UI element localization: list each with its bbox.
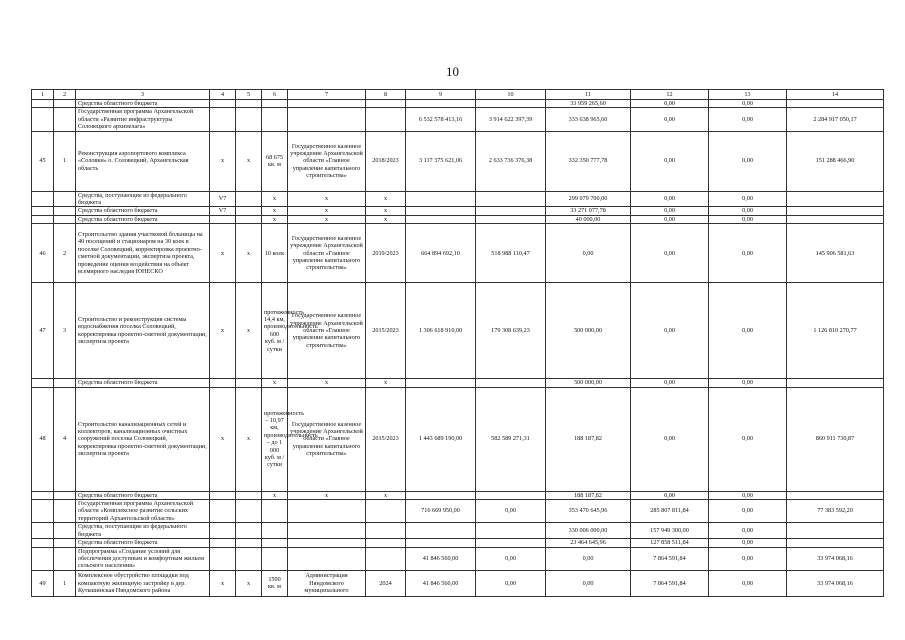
- table-cell: 2018/2023: [366, 131, 406, 191]
- table-row: [32, 491, 884, 499]
- table-cell: [366, 547, 406, 570]
- table-cell: [262, 539, 288, 547]
- table-cell: V7: [210, 207, 236, 215]
- table-cell: 145 906 581,63: [787, 224, 884, 283]
- table-cell: [406, 491, 476, 499]
- table-cell: Средства областного бюджета: [76, 207, 210, 215]
- table-cell: [210, 108, 236, 131]
- table-row: [32, 108, 884, 131]
- table-cell: 2: [54, 224, 76, 283]
- table-row: [32, 283, 884, 379]
- table-cell: 2024: [366, 570, 406, 596]
- table-cell: 0,00: [709, 500, 787, 523]
- table-cell: [262, 547, 288, 570]
- table-cell: 0,00: [631, 215, 709, 223]
- table-cell: 0,00: [631, 283, 709, 379]
- table-cell: [210, 539, 236, 547]
- table-cell: 0,00: [709, 215, 787, 223]
- table-cell: 664 894 692,10: [406, 224, 476, 283]
- table-cell: 1 126 810 270,77: [787, 283, 884, 379]
- table-cell: х: [288, 191, 366, 207]
- table-cell: V7: [210, 191, 236, 207]
- table-cell: 500 000,00: [546, 283, 631, 379]
- table-cell: [32, 523, 54, 539]
- table-cell: [210, 379, 236, 387]
- table-cell: 0,00: [631, 191, 709, 207]
- table-cell: [476, 379, 546, 387]
- table-cell: х: [366, 491, 406, 499]
- table-cell: 2015/2023: [366, 283, 406, 379]
- table-cell: Средства областного бюджета: [76, 100, 210, 108]
- table-cell: 77 383 592,20: [787, 500, 884, 523]
- table-cell: [787, 379, 884, 387]
- table-cell: 0,00: [631, 491, 709, 499]
- table-cell: 0,00: [709, 100, 787, 108]
- table-cell: [236, 491, 262, 499]
- table-cell: [210, 215, 236, 223]
- table-cell: 716 669 950,00: [406, 500, 476, 523]
- table-cell: [210, 547, 236, 570]
- table-cell: 500 000,00: [546, 379, 631, 387]
- table-cell: Строительство здания участковой больницы на 40 посещений и стационаром на 30 коек в поселке Соловецкий, корректировка проектно-сметной документации, экспертиза проекта, проведение оценки воздействия на объект всемирного наследия ЮНЕСКО: [76, 224, 210, 283]
- table-cell: [406, 523, 476, 539]
- header-cell: 8: [366, 90, 406, 100]
- table-cell: [406, 539, 476, 547]
- table-cell: [787, 191, 884, 207]
- table-cell: Средства областного бюджета: [76, 539, 210, 547]
- header-cell: 11: [546, 90, 631, 100]
- table-cell: х: [288, 379, 366, 387]
- table-cell: [288, 500, 366, 523]
- table-cell: 23 464 645,96: [546, 539, 631, 547]
- table-cell: х: [288, 207, 366, 215]
- table-cell: [366, 100, 406, 108]
- table-cell: [288, 108, 366, 131]
- header-cell: 13: [709, 90, 787, 100]
- table-cell: х: [366, 207, 406, 215]
- table-cell: х: [262, 215, 288, 223]
- table-row: [32, 539, 884, 547]
- table-cell: [787, 491, 884, 499]
- table-cell: х: [236, 570, 262, 596]
- table-cell: 0,00: [476, 547, 546, 570]
- table-cell: 0,00: [709, 207, 787, 215]
- table-cell: Администрация Няндомского муниципального: [288, 570, 366, 596]
- table-cell: 0,00: [709, 539, 787, 547]
- table-cell: 2019/2023: [366, 224, 406, 283]
- table-cell: [406, 207, 476, 215]
- table-cell: х: [288, 491, 366, 499]
- table-cell: 299 079 700,00: [546, 191, 631, 207]
- table-cell: Средства областного бюджета: [76, 215, 210, 223]
- table-cell: [406, 215, 476, 223]
- table-cell: [236, 108, 262, 131]
- table-cell: Средства областного бюджета: [76, 379, 210, 387]
- table-cell: 1500 кв. м: [262, 570, 288, 596]
- table-row: [32, 207, 884, 215]
- table-cell: Государственная программа Архангельской области «Комплексное развитие сельских территорий Архангельской области»: [76, 500, 210, 523]
- table-cell: [476, 491, 546, 499]
- table-cell: 2 284 917 050,17: [787, 108, 884, 131]
- table-cell: [54, 108, 76, 131]
- header-cell: 7: [288, 90, 366, 100]
- table-cell: 0,00: [631, 387, 709, 491]
- table-cell: 33 974 068,16: [787, 547, 884, 570]
- table-cell: 46: [32, 224, 54, 283]
- table-cell: х: [210, 387, 236, 491]
- table-cell: 332 350 777,78: [546, 131, 631, 191]
- table-cell: 1 306 618 910,00: [406, 283, 476, 379]
- table-cell: 49: [32, 570, 54, 596]
- header-cell: 2: [54, 90, 76, 100]
- table-cell: 48: [32, 387, 54, 491]
- table-cell: Государственное казенное учреждение Архангельской области «Главное управление капитального строительства»: [288, 224, 366, 283]
- table-cell: 0,00: [631, 224, 709, 283]
- table-cell: 0,00: [631, 131, 709, 191]
- table-cell: [236, 215, 262, 223]
- table-cell: 0,00: [709, 191, 787, 207]
- table-row: [32, 100, 884, 108]
- table-cell: [262, 500, 288, 523]
- table-cell: 68 675 кв. м: [262, 131, 288, 191]
- table-cell: х: [262, 379, 288, 387]
- header-cell: 5: [236, 90, 262, 100]
- table-cell: х: [366, 191, 406, 207]
- table-cell: 0,00: [709, 379, 787, 387]
- table-cell: 0,00: [709, 547, 787, 570]
- table-cell: х: [288, 215, 366, 223]
- table-cell: 0,00: [631, 108, 709, 131]
- table-cell: [54, 491, 76, 499]
- table-cell: [32, 547, 54, 570]
- table-cell: Реконструкция аэропортового комплекса «Соловки» о. Соловецкий, Архангельская область: [76, 131, 210, 191]
- header-cell: 9: [406, 90, 476, 100]
- table-cell: 1: [54, 570, 76, 596]
- table-cell: Государственное казенное учреждение Архангельской области «Главное управление капитального строительства»: [288, 387, 366, 491]
- header-cell: 3: [76, 90, 210, 100]
- table-cell: [54, 207, 76, 215]
- header-cell: 6: [262, 90, 288, 100]
- table-cell: [476, 207, 546, 215]
- table-cell: х: [210, 570, 236, 596]
- table-cell: [787, 523, 884, 539]
- table-cell: [32, 108, 54, 131]
- table-cell: [210, 523, 236, 539]
- table-cell: [262, 523, 288, 539]
- table-cell: х: [210, 224, 236, 283]
- table-cell: х: [262, 491, 288, 499]
- table-cell: 0,00: [709, 224, 787, 283]
- table-cell: 7 864 591,84: [631, 570, 709, 596]
- table-cell: х: [236, 224, 262, 283]
- table-cell: [787, 207, 884, 215]
- table-cell: 188 187,82: [546, 387, 631, 491]
- table-cell: [406, 100, 476, 108]
- table-cell: протяженность – 10,97 км, производительность – до 1 000 куб. м / сутки: [262, 387, 288, 491]
- table-cell: 157 949 300,00: [631, 523, 709, 539]
- table-cell: х: [262, 191, 288, 207]
- table-cell: 33 959 265,60: [546, 100, 631, 108]
- table-cell: 179 308 639,23: [476, 283, 546, 379]
- table-cell: х: [236, 283, 262, 379]
- table-cell: 3: [54, 283, 76, 379]
- table-cell: [406, 379, 476, 387]
- table-cell: 3 914 622 397,39: [476, 108, 546, 131]
- table-cell: [476, 191, 546, 207]
- table-cell: 2 633 736 376,38: [476, 131, 546, 191]
- table-cell: Средства областного бюджета: [76, 491, 210, 499]
- table-cell: [476, 523, 546, 539]
- table-row: [32, 387, 884, 491]
- table-cell: Государственная программа Архангельской области «Развитие инфраструктуры Соловецкого архипелага»: [76, 108, 210, 131]
- table-cell: х: [366, 379, 406, 387]
- table-cell: х: [262, 207, 288, 215]
- table-cell: [476, 539, 546, 547]
- budget-table: [31, 89, 884, 597]
- table-cell: [787, 215, 884, 223]
- table-cell: 285 807 811,84: [631, 500, 709, 523]
- table-row: [32, 500, 884, 523]
- table-cell: 0,00: [476, 500, 546, 523]
- table-cell: [476, 100, 546, 108]
- table-cell: 33 974 068,16: [787, 570, 884, 596]
- table-cell: 6 532 578 413,16: [406, 108, 476, 131]
- table-cell: [210, 100, 236, 108]
- table-cell: 40 000,00: [546, 215, 631, 223]
- table-row: [32, 191, 884, 207]
- header-cell: 4: [210, 90, 236, 100]
- table-cell: 127 858 511,84: [631, 539, 709, 547]
- header-cell: 10: [476, 90, 546, 100]
- table-cell: [787, 100, 884, 108]
- table-cell: [32, 379, 54, 387]
- table-cell: [236, 500, 262, 523]
- table-cell: [54, 547, 76, 570]
- table-cell: х: [236, 131, 262, 191]
- table-cell: протяженность 14,4 км, производительность 600 куб. м / сутки: [262, 283, 288, 379]
- table-cell: х: [236, 387, 262, 491]
- table-cell: 0,00: [631, 100, 709, 108]
- table-cell: 2015/2023: [366, 387, 406, 491]
- table-cell: [366, 500, 406, 523]
- table-cell: [32, 191, 54, 207]
- table-cell: [787, 539, 884, 547]
- table-cell: 151 288 466,90: [787, 131, 884, 191]
- table-cell: [210, 491, 236, 499]
- table-cell: [54, 191, 76, 207]
- table-cell: [236, 539, 262, 547]
- table-cell: [54, 500, 76, 523]
- table-cell: [54, 100, 76, 108]
- table-cell: 10 коек: [262, 224, 288, 283]
- table-row: [32, 523, 884, 539]
- table-cell: [32, 491, 54, 499]
- table-cell: х: [366, 215, 406, 223]
- table-cell: 0,00: [546, 570, 631, 596]
- table-cell: [288, 523, 366, 539]
- table-cell: [236, 207, 262, 215]
- table-cell: 33 271 077,78: [546, 207, 631, 215]
- table-cell: [54, 215, 76, 223]
- page-number: 10: [446, 64, 459, 79]
- table-cell: 7 864 591,84: [631, 547, 709, 570]
- table-cell: 330 006 000,00: [546, 523, 631, 539]
- table-cell: [236, 547, 262, 570]
- table-cell: [366, 108, 406, 131]
- table-cell: 1 443 689 190,00: [406, 387, 476, 491]
- table-cell: Средства, поступающие из федерального бюджета: [76, 523, 210, 539]
- table-cell: 188 187,82: [546, 491, 631, 499]
- table-cell: 0,00: [709, 491, 787, 499]
- table-cell: 0,00: [709, 131, 787, 191]
- table-cell: [288, 539, 366, 547]
- table-cell: 0,00: [476, 570, 546, 596]
- table-cell: [32, 215, 54, 223]
- table-cell: 333 638 965,60: [546, 108, 631, 131]
- table-cell: 3 117 375 621,06: [406, 131, 476, 191]
- table-row: [32, 224, 884, 283]
- table-cell: [262, 108, 288, 131]
- table-cell: [236, 379, 262, 387]
- table-row: [32, 215, 884, 223]
- table-cell: 0,00: [709, 387, 787, 491]
- table-row: [32, 131, 884, 191]
- table-cell: 0,00: [709, 108, 787, 131]
- table-cell: [236, 191, 262, 207]
- table-cell: Государственное казенное учреждение Архангельской области «Главное управление капитального строительства»: [288, 283, 366, 379]
- table-cell: [288, 100, 366, 108]
- table-cell: 47: [32, 283, 54, 379]
- table-cell: х: [210, 283, 236, 379]
- table-cell: [476, 215, 546, 223]
- table-cell: [54, 379, 76, 387]
- table-cell: 860 911 730,87: [787, 387, 884, 491]
- table-cell: [236, 523, 262, 539]
- header-cell: 12: [631, 90, 709, 100]
- header-cell: 14: [787, 90, 884, 100]
- table-row: [32, 547, 884, 570]
- table-cell: [406, 191, 476, 207]
- table-cell: Строительство и реконструкция системы водоснабжения поселка Соловецкий, корректировка проектно-сметной документации, экспертиза проекта: [76, 283, 210, 379]
- table-cell: 45: [32, 131, 54, 191]
- header-cell: 1: [32, 90, 54, 100]
- table-cell: 582 589 271,31: [476, 387, 546, 491]
- table-cell: [32, 539, 54, 547]
- table-cell: [236, 100, 262, 108]
- table-row: [32, 379, 884, 387]
- table-cell: 41 846 560,00: [406, 570, 476, 596]
- table-cell: Комплексное обустройство площадки под компактную жилищную застройку в дер. Кутышинская Няндомского района: [76, 570, 210, 596]
- header-row: [32, 90, 884, 100]
- table-cell: Средства, поступающие из федерального бюджета: [76, 191, 210, 207]
- table-cell: 0,00: [709, 283, 787, 379]
- table-cell: [288, 547, 366, 570]
- table-cell: [32, 500, 54, 523]
- table-cell: [366, 539, 406, 547]
- table-cell: 41 846 560,00: [406, 547, 476, 570]
- table-cell: [262, 100, 288, 108]
- table-cell: Государственное казенное учреждение Архангельской области «Главное управление капитального строительства»: [288, 131, 366, 191]
- table-cell: Подпрограмма «Создание условий для обеспечения доступным и комфортным жильем сельского населения»: [76, 547, 210, 570]
- table-cell: [32, 100, 54, 108]
- table-cell: 518 988 110,47: [476, 224, 546, 283]
- table-cell: Строительство канализационных сетей и коллекторов, канализационных очистных сооружений поселка Соловецкий, корректировка проектно-сметной документации, экспертиза проекта: [76, 387, 210, 491]
- table-cell: [54, 523, 76, 539]
- table-cell: [366, 523, 406, 539]
- table-cell: 0,00: [709, 523, 787, 539]
- table-row: [32, 570, 884, 596]
- table-cell: 1: [54, 131, 76, 191]
- table-cell: 0,00: [546, 224, 631, 283]
- table-cell: х: [210, 131, 236, 191]
- table-cell: 4: [54, 387, 76, 491]
- table-cell: 0,00: [631, 379, 709, 387]
- table-cell: 0,00: [631, 207, 709, 215]
- table-cell: 0,00: [709, 570, 787, 596]
- table-cell: 0,00: [546, 547, 631, 570]
- table-cell: [54, 539, 76, 547]
- table-cell: [32, 207, 54, 215]
- table-cell: 353 470 645,96: [546, 500, 631, 523]
- table-cell: [210, 500, 236, 523]
